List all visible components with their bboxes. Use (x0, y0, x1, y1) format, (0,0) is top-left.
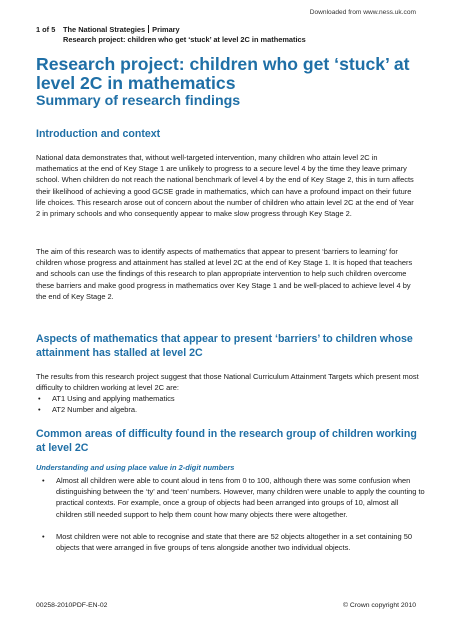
header-separator (148, 25, 149, 33)
list-item: • AT2 Number and algebra. (38, 405, 138, 415)
header-subtitle: Research project: children who get ‘stuck’ at level 2C in mathematics (63, 34, 306, 44)
footer-copyright: © Crown copyright 2010 (342, 602, 416, 609)
page-number: 1 of 5 (36, 25, 56, 34)
list-item: • Almost all children were able to count aloud in tens from 0 to 100, although there was some confusion when distinguishing between the ‘ty’ and ‘teen’ numbers. However, many children were unable to apply the counting to practical contexts. For example, once a group of objects had been arranged into groups of 10, almost all children still needed support to help them count how many objects there were altogether. (42, 476, 425, 519)
page-title: Research project: children who get ‘stuck’ at level 2C in mathematics (36, 54, 410, 93)
bullet-icon: • (38, 405, 41, 415)
bullet-icon: • (42, 531, 45, 541)
header-org: The National Strategies (63, 25, 146, 34)
barriers-paragraph: The results from this research project suggest that those National Curriculum Attainment Targets which present most difficulty to children working at level 2C are: (36, 372, 419, 393)
download-source: Downloaded from www.ness.uk.com (309, 9, 416, 16)
bullet-icon: • (38, 394, 41, 403)
section-heading-common: Common areas of difficulty found in the research group of children working at level 2C (36, 428, 417, 454)
subheading-place-value: Understanding and using place value in 2-digit numbers (36, 463, 235, 472)
footer-reference: 00258-2010PDF-EN-02 (36, 602, 108, 609)
running-header (36, 25, 306, 44)
intro-paragraph-2: The aim of this research was to identify aspects of mathematics that appear to present ‘barriers to learning’ for children whose progress and attainment has stalled at level 2C at the end of Key Stage 1. It is hoped that teachers and schools can use the findings of this research to plan appropriate intervention to help such children overcome these barriers and make good progress in mathematics over Key Stage 1 and be well-placed to achieve level 4 by the end of Key Stage 2. (36, 247, 413, 301)
list-item: • Most children were not able to recognise and state that there are 52 objects altogether in a set containing 50 objects that were arranged in five groups of tens alongside another two individual objects. (42, 531, 412, 553)
header-section: Primary (152, 25, 180, 34)
barriers-list (36, 393, 426, 415)
section-heading-barriers: Aspects of mathematics that appear to present ‘barriers’ to children whose attainment has stalled at level 2C (36, 333, 413, 359)
difficulty-list (36, 475, 426, 553)
section-heading-intro: Introduction and context (36, 128, 161, 140)
intro-paragraph-1: National data demonstrates that, without well-targeted intervention, many children who attain level 2C in mathematics at the end of Key Stage 1 are unlikely to progress to a secure level 4 by the time they leave primary school. When children do not reach the national benchmark of level 4 by the end of Key Stage 2, this in turn affects their likelihood of achieving a good GCSE grade in mathematics, which can have a profound impact on their future life choices. This research arose out of concern about the number of children who attain level 2C at the end of Year 2 in primary schools and who consequently appear to make slow progress through Key Stage 2. (36, 153, 414, 219)
list-item: • AT1 Using and applying mathematics (38, 394, 175, 403)
bullet-icon: • (42, 476, 45, 485)
page-subtitle: Summary of research findings (36, 93, 241, 109)
